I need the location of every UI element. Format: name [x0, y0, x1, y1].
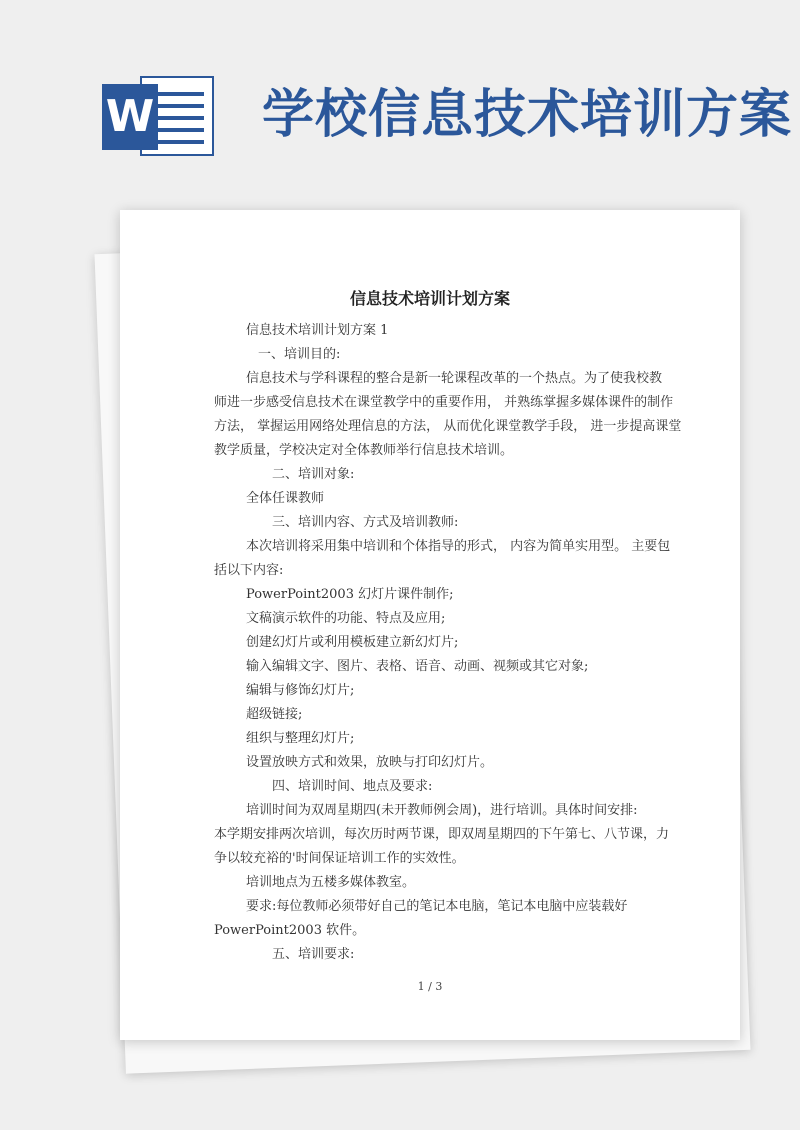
doc-line: 组织与整理幻灯片; — [246, 731, 355, 746]
doc-line: 设置放映方式和效果，放映与打印幻灯片。 — [246, 755, 494, 770]
doc-line: 教学质量，学校决定对全体教师举行信息技术培训。 — [214, 443, 514, 458]
document-page — [120, 210, 740, 1040]
doc-line: 本次培训将采用集中培训和个体指导的形式， 内容为简单实用型。 主要包 — [246, 539, 671, 554]
doc-line: 培训地点为五楼多媒体教室。 — [246, 875, 416, 890]
page-title: 学校信息技术培训方案 — [262, 85, 793, 145]
doc-line: 文稿演示软件的功能、特点及应用; — [246, 611, 446, 626]
doc-heading: 五、培训要求: — [272, 947, 355, 962]
doc-line: 信息技术与学科课程的整合是新一轮课程改革的一个热点。为了使我校教 — [246, 371, 663, 386]
doc-line: 超级链接; — [246, 707, 303, 722]
doc-heading: 一、培训目的: — [258, 347, 341, 362]
doc-line: 培训时间为双周星期四(未开教师例会周)，进行培训。具体时间安排: — [246, 803, 638, 818]
doc-line: 方法， 掌握运用网络处理信息的方法， 从而优化课堂教学手段， 进一步提高课堂 — [214, 419, 682, 434]
header — [0, 0, 800, 200]
word-logo-letter: W — [102, 84, 158, 150]
word-icon — [102, 76, 214, 156]
doc-heading: 二、培训对象: — [272, 467, 355, 482]
doc-line: 要求:每位教师必须带好自己的笔记本电脑，笔记本电脑中应装载好 — [246, 899, 628, 914]
doc-line: 信息技术培训计划方案 1 — [246, 323, 389, 338]
doc-heading: 四、培训时间、地点及要求: — [272, 779, 433, 794]
doc-line: 全体任课教师 — [246, 491, 325, 506]
doc-line: 输入编辑文字、图片、表格、语音、动画、视频或其它对象; — [246, 659, 589, 674]
doc-heading: 三、培训内容、方式及培训教师: — [272, 515, 459, 530]
doc-line: 编辑与修饰幻灯片; — [246, 683, 355, 698]
doc-line: 括以下内容: — [214, 563, 284, 578]
doc-line: PowerPoint2003 幻灯片课件制作; — [246, 587, 454, 602]
doc-line: PowerPoint2003 软件。 — [214, 923, 366, 938]
doc-line: 师进一步感受信息技术在课堂教学中的重要作用， 并熟练掌握多媒体课件的制作 — [214, 395, 674, 410]
doc-line: 创建幻灯片或利用模板建立新幻灯片; — [246, 635, 459, 650]
doc-line: 争以较充裕的'时间保证培训工作的实效性。 — [214, 851, 465, 866]
doc-line: 本学期安排两次培训，每次历时两节课，即双周星期四的下午第七、八节课，力 — [214, 827, 670, 842]
document-title: 信息技术培训计划方案 — [349, 289, 510, 308]
page-number: 1 / 3 — [417, 980, 443, 993]
